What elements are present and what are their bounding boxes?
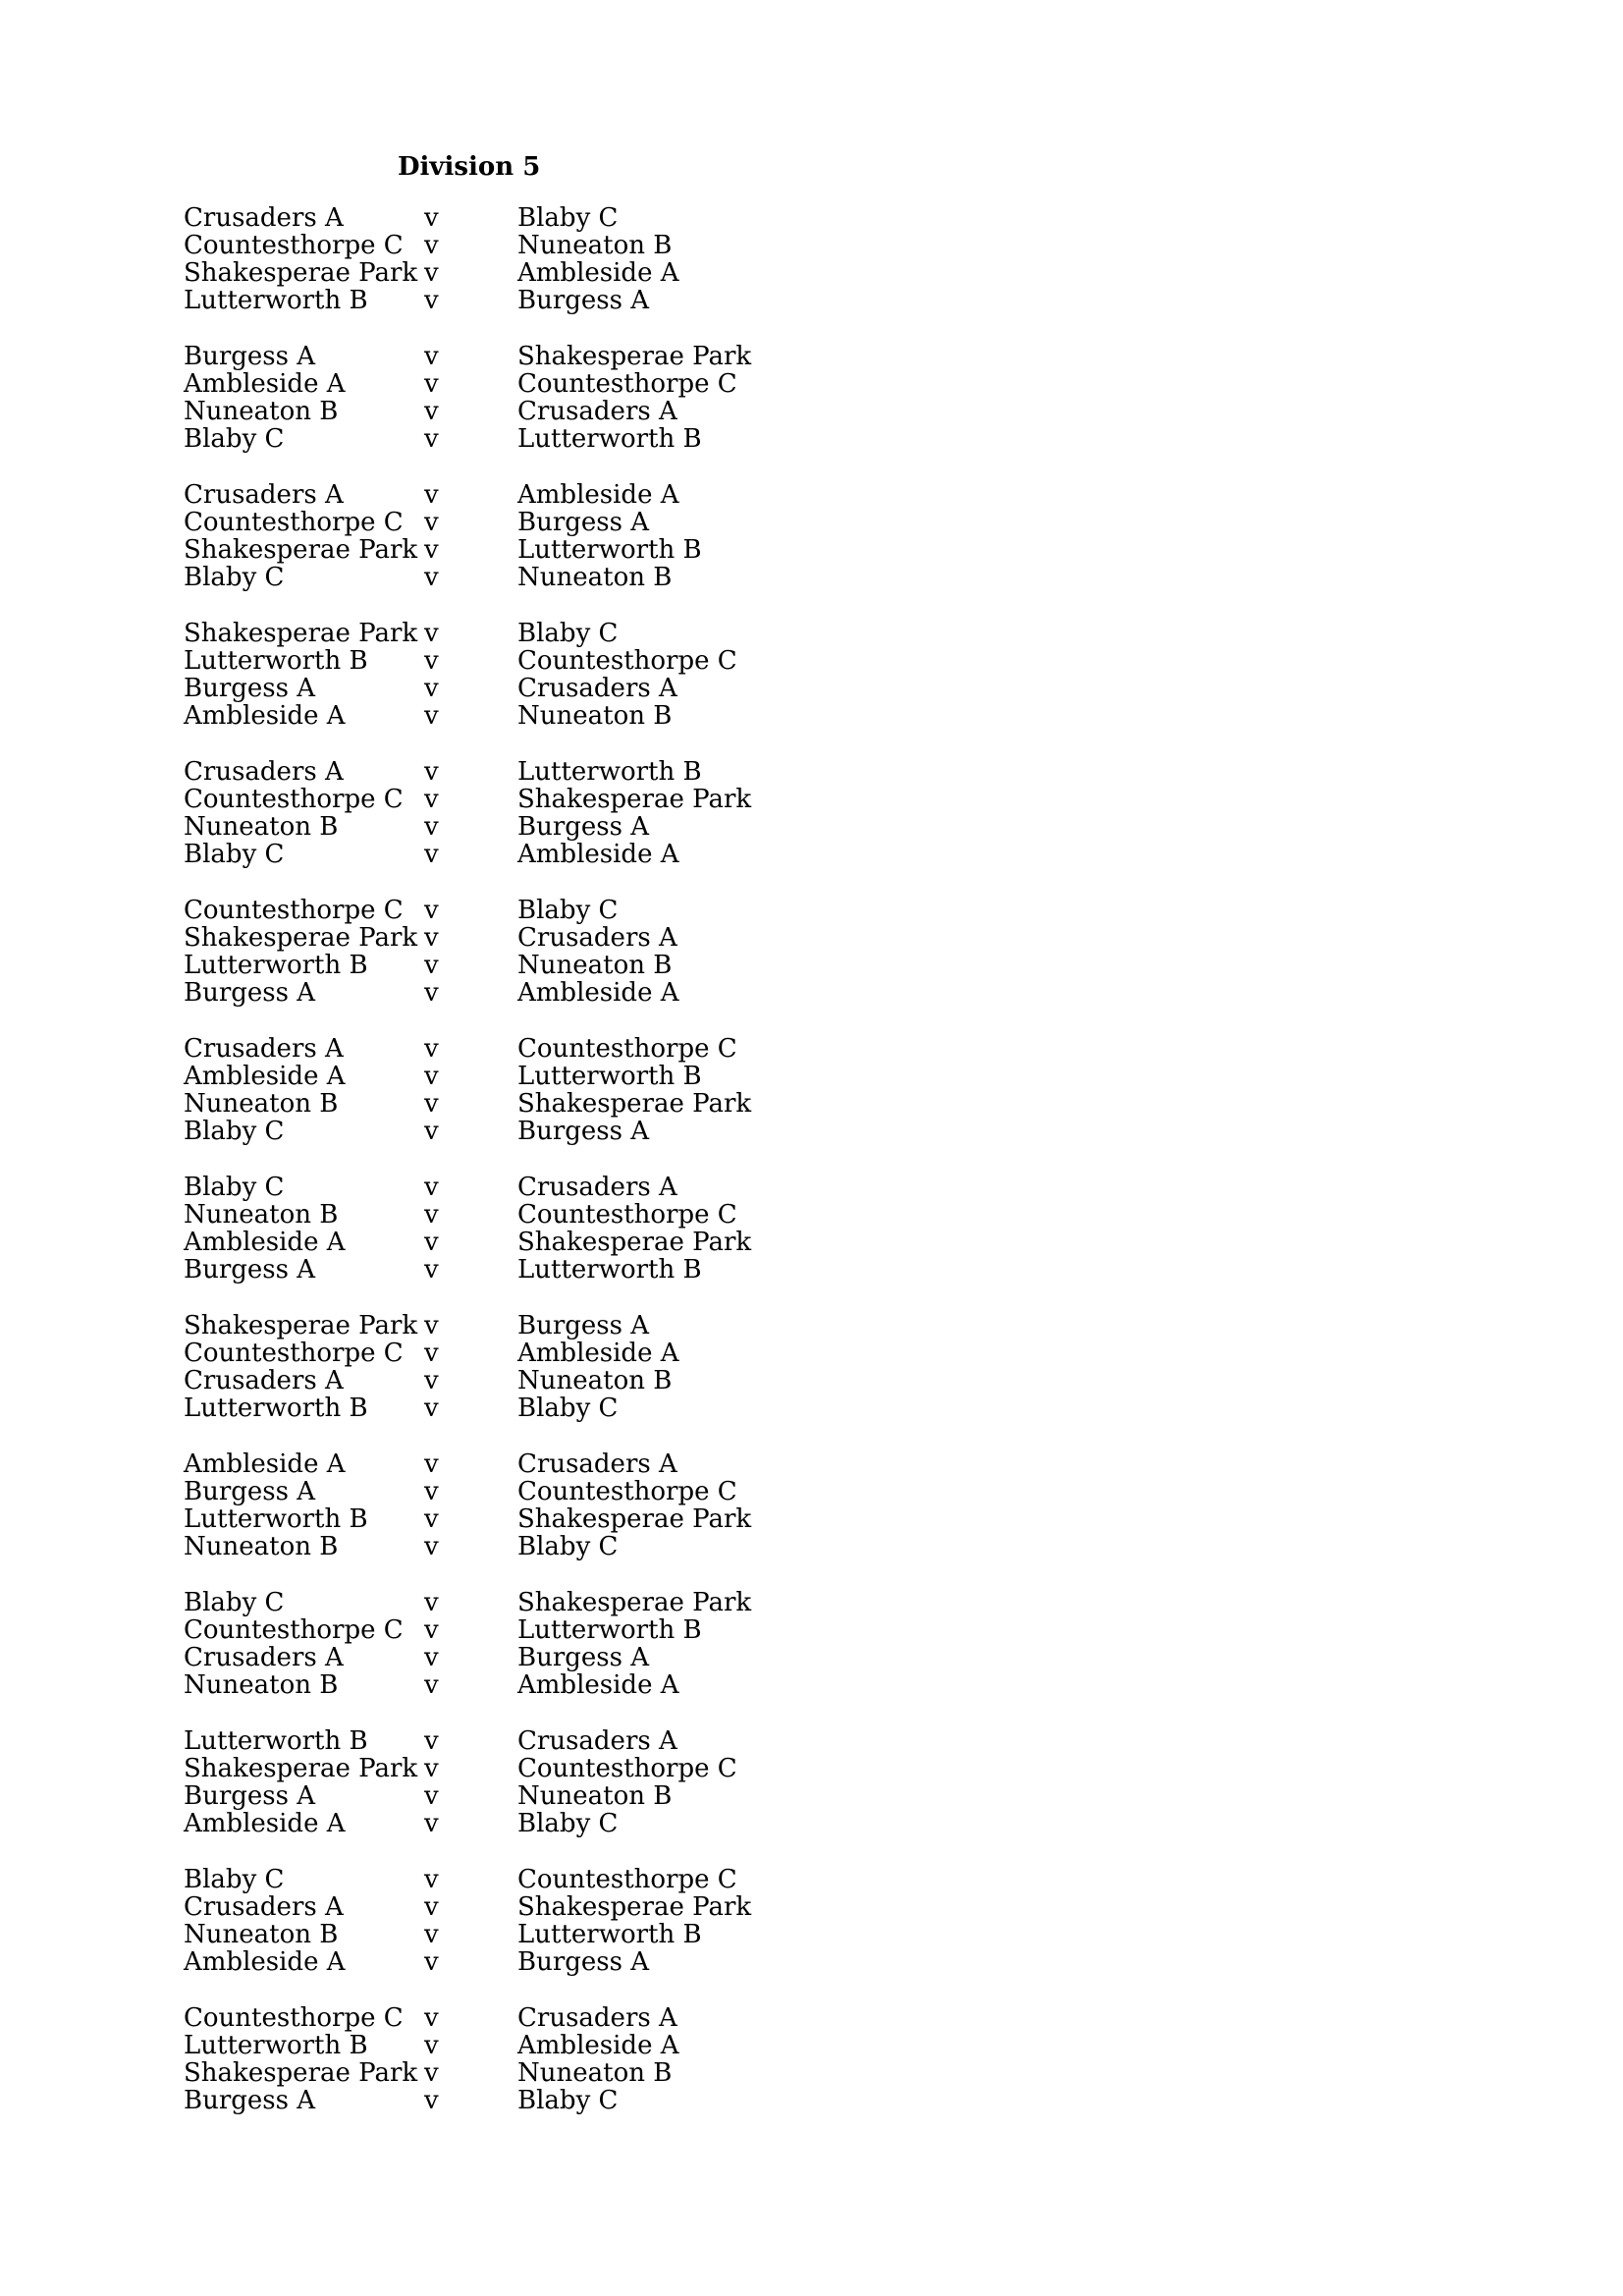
fixture-row	[0, 1727, 785, 1755]
fixture-week	[0, 2004, 785, 2143]
fixture-row	[0, 1229, 785, 1256]
away-team: Ambleside A	[517, 258, 679, 288]
away-team: Blaby C	[517, 1532, 619, 1561]
home-team: Shakesperae Park	[184, 923, 418, 953]
away-team: Crusaders A	[517, 1449, 677, 1479]
versus-label: v	[424, 812, 439, 842]
versus-label: v	[424, 1615, 439, 1645]
fixture-row	[0, 897, 785, 924]
fixture-row	[0, 259, 785, 287]
away-team: Countesthorpe C	[517, 1200, 737, 1230]
home-team: Blaby C	[184, 1117, 285, 1146]
fixture-row	[0, 481, 785, 509]
home-team: Countesthorpe C	[184, 2003, 404, 2033]
away-team: Burgess A	[517, 1117, 650, 1146]
home-team: Shakesperae Park	[184, 1311, 418, 1340]
fixture-week	[0, 620, 785, 758]
home-team: Crusaders A	[184, 480, 344, 510]
away-team: Blaby C	[517, 896, 619, 925]
away-team: Nuneaton B	[517, 951, 673, 980]
versus-label: v	[424, 1173, 439, 1202]
versus-label: v	[424, 563, 439, 592]
fixture-row	[0, 1782, 785, 1810]
fixture-week	[0, 1035, 785, 1174]
fixture-row	[0, 1893, 785, 1921]
away-team: Burgess A	[517, 1311, 650, 1340]
fixture-row	[0, 758, 785, 786]
fixture-week	[0, 343, 785, 481]
away-team: Nuneaton B	[517, 231, 673, 260]
away-team: Crusaders A	[517, 2003, 677, 2033]
fixture-row	[0, 2004, 785, 2032]
versus-label: v	[424, 1781, 439, 1811]
away-team: Lutterworth B	[517, 535, 702, 565]
fixture-row	[0, 1339, 785, 1367]
home-team: Countesthorpe C	[184, 508, 404, 537]
away-team: Shakesperae Park	[517, 1588, 752, 1617]
fixture-row	[0, 564, 785, 591]
away-team: Burgess A	[517, 1947, 650, 1977]
fixture-row	[0, 1063, 785, 1090]
away-team: Crusaders A	[517, 923, 677, 953]
home-team: Crusaders A	[184, 1366, 344, 1395]
home-team: Lutterworth B	[184, 1504, 368, 1534]
versus-label: v	[424, 535, 439, 565]
home-team: Nuneaton B	[184, 812, 339, 842]
home-team: Blaby C	[184, 1173, 285, 1202]
versus-label: v	[424, 2086, 439, 2115]
versus-label: v	[424, 203, 439, 233]
away-team: Blaby C	[517, 1394, 619, 1423]
fixture-row	[0, 1118, 785, 1145]
fixture-row	[0, 1090, 785, 1118]
home-team: Burgess A	[184, 2086, 316, 2115]
fixture-schedule	[0, 204, 785, 2143]
versus-label: v	[424, 2058, 439, 2088]
versus-label: v	[424, 1947, 439, 1977]
away-team: Countesthorpe C	[517, 1034, 737, 1064]
away-team: Burgess A	[517, 1643, 650, 1672]
away-team: Shakesperae Park	[517, 1892, 752, 1922]
versus-label: v	[424, 1865, 439, 1894]
versus-label: v	[424, 424, 439, 454]
home-team: Countesthorpe C	[184, 1339, 404, 1368]
home-team: Blaby C	[184, 563, 285, 592]
home-team: Ambleside A	[184, 1947, 346, 1977]
home-team: Lutterworth B	[184, 286, 368, 315]
away-team: Ambleside A	[517, 1339, 679, 1368]
fixture-row	[0, 1367, 785, 1394]
versus-label: v	[424, 1477, 439, 1506]
home-team: Shakesperae Park	[184, 258, 418, 288]
fixture-row	[0, 509, 785, 536]
home-team: Blaby C	[184, 424, 285, 454]
fixture-row	[0, 343, 785, 370]
away-team: Crusaders A	[517, 1726, 677, 1756]
away-team: Burgess A	[517, 508, 650, 537]
versus-label: v	[424, 674, 439, 703]
home-team: Crusaders A	[184, 203, 344, 233]
fixture-row	[0, 1921, 785, 1948]
away-team: Blaby C	[517, 1809, 619, 1838]
away-team: Crusaders A	[517, 1173, 677, 1202]
fixture-row	[0, 1394, 785, 1422]
away-team: Ambleside A	[517, 1670, 679, 1700]
versus-label: v	[424, 2003, 439, 2033]
fixture-row	[0, 1505, 785, 1533]
home-team: Burgess A	[184, 1477, 316, 1506]
versus-label: v	[424, 1339, 439, 1368]
home-team: Crusaders A	[184, 1892, 344, 1922]
away-team: Nuneaton B	[517, 701, 673, 731]
fixture-row	[0, 1755, 785, 1782]
versus-label: v	[424, 1504, 439, 1534]
versus-label: v	[424, 785, 439, 814]
away-team: Ambleside A	[517, 480, 679, 510]
versus-label: v	[424, 1089, 439, 1119]
fixture-row	[0, 952, 785, 979]
versus-label: v	[424, 1228, 439, 1257]
fixture-week	[0, 481, 785, 620]
versus-label: v	[424, 646, 439, 676]
versus-label: v	[424, 701, 439, 731]
away-team: Lutterworth B	[517, 1062, 702, 1091]
away-team: Countesthorpe C	[517, 646, 737, 676]
fixture-row	[0, 620, 785, 647]
away-team: Nuneaton B	[517, 563, 673, 592]
home-team: Nuneaton B	[184, 1532, 339, 1561]
fixture-row	[0, 1312, 785, 1339]
home-team: Nuneaton B	[184, 397, 339, 426]
versus-label: v	[424, 1117, 439, 1146]
away-team: Lutterworth B	[517, 1920, 702, 1949]
home-team: Nuneaton B	[184, 1920, 339, 1949]
away-team: Ambleside A	[517, 978, 679, 1008]
fixture-row	[0, 813, 785, 841]
home-team: Nuneaton B	[184, 1670, 339, 1700]
away-team: Countesthorpe C	[517, 369, 737, 399]
versus-label: v	[424, 342, 439, 371]
fixture-row	[0, 1174, 785, 1201]
home-team: Ambleside A	[184, 701, 346, 731]
home-team: Ambleside A	[184, 1449, 346, 1479]
away-team: Nuneaton B	[517, 2058, 673, 2088]
fixture-row	[0, 287, 785, 314]
home-team: Lutterworth B	[184, 646, 368, 676]
away-team: Shakesperae Park	[517, 1228, 752, 1257]
versus-label: v	[424, 840, 439, 869]
fixture-row	[0, 536, 785, 564]
versus-label: v	[424, 1062, 439, 1091]
away-team: Lutterworth B	[517, 1255, 702, 1285]
versus-label: v	[424, 397, 439, 426]
fixture-row	[0, 1671, 785, 1699]
fixture-row	[0, 2087, 785, 2114]
versus-label: v	[424, 231, 439, 260]
home-team: Shakesperae Park	[184, 1754, 418, 1783]
versus-label: v	[424, 1726, 439, 1756]
fixture-row	[0, 702, 785, 730]
home-team: Countesthorpe C	[184, 896, 404, 925]
away-team: Nuneaton B	[517, 1781, 673, 1811]
versus-label: v	[424, 480, 439, 510]
away-team: Countesthorpe C	[517, 1865, 737, 1894]
fixture-row	[0, 1450, 785, 1478]
versus-label: v	[424, 1588, 439, 1617]
fixture-row	[0, 979, 785, 1007]
home-team: Lutterworth B	[184, 951, 368, 980]
versus-label: v	[424, 1366, 439, 1395]
fixture-row	[0, 675, 785, 702]
home-team: Burgess A	[184, 1255, 316, 1285]
fixture-week	[0, 1589, 785, 1727]
fixture-week	[0, 758, 785, 897]
fixture-row	[0, 1533, 785, 1560]
away-team: Lutterworth B	[517, 424, 702, 454]
fixture-week	[0, 1450, 785, 1589]
versus-label: v	[424, 1920, 439, 1949]
fixture-row	[0, 425, 785, 453]
home-team: Blaby C	[184, 840, 285, 869]
home-team: Lutterworth B	[184, 1726, 368, 1756]
fixture-week	[0, 204, 785, 343]
versus-label: v	[424, 1449, 439, 1479]
home-team: Ambleside A	[184, 1809, 346, 1838]
fixture-row	[0, 1948, 785, 1976]
away-team: Burgess A	[517, 286, 650, 315]
fixture-row	[0, 2059, 785, 2087]
fixture-row	[0, 1035, 785, 1063]
home-team: Nuneaton B	[184, 1200, 339, 1230]
away-team: Shakesperae Park	[517, 1089, 752, 1119]
away-team: Blaby C	[517, 203, 619, 233]
home-team: Burgess A	[184, 1781, 316, 1811]
fixture-row	[0, 786, 785, 813]
fixture-row	[0, 232, 785, 259]
home-team: Burgess A	[184, 674, 316, 703]
home-team: Countesthorpe C	[184, 231, 404, 260]
home-team: Shakesperae Park	[184, 2058, 418, 2088]
versus-label: v	[424, 1892, 439, 1922]
fixture-row	[0, 924, 785, 952]
fixture-row	[0, 1256, 785, 1284]
fixture-week	[0, 1174, 785, 1312]
fixture-row	[0, 398, 785, 425]
away-team: Blaby C	[517, 619, 619, 648]
home-team: Shakesperae Park	[184, 619, 418, 648]
versus-label: v	[424, 1200, 439, 1230]
away-team: Ambleside A	[517, 2031, 679, 2060]
fixture-row	[0, 1201, 785, 1229]
versus-label: v	[424, 757, 439, 787]
home-team: Ambleside A	[184, 1062, 346, 1091]
away-team: Blaby C	[517, 2086, 619, 2115]
home-team: Countesthorpe C	[184, 785, 404, 814]
away-team: Crusaders A	[517, 397, 677, 426]
fixture-row	[0, 1589, 785, 1616]
away-team: Shakesperae Park	[517, 1504, 752, 1534]
fixture-row	[0, 1810, 785, 1837]
versus-label: v	[424, 1394, 439, 1423]
away-team: Burgess A	[517, 812, 650, 842]
versus-label: v	[424, 286, 439, 315]
versus-label: v	[424, 1809, 439, 1838]
page-title: Division 5	[398, 152, 541, 182]
away-team: Shakesperae Park	[517, 342, 752, 371]
home-team: Ambleside A	[184, 369, 346, 399]
fixture-row	[0, 1478, 785, 1505]
fixture-row	[0, 370, 785, 398]
away-team: Countesthorpe C	[517, 1754, 737, 1783]
away-team: Shakesperae Park	[517, 785, 752, 814]
home-team: Lutterworth B	[184, 1394, 368, 1423]
fixture-row	[0, 1866, 785, 1893]
fixture-week	[0, 1727, 785, 1866]
versus-label: v	[424, 1532, 439, 1561]
fixture-week	[0, 1866, 785, 2004]
away-team: Crusaders A	[517, 674, 677, 703]
versus-label: v	[424, 508, 439, 537]
versus-label: v	[424, 1311, 439, 1340]
home-team: Ambleside A	[184, 1228, 346, 1257]
home-team: Countesthorpe C	[184, 1615, 404, 1645]
home-team: Shakesperae Park	[184, 535, 418, 565]
home-team: Burgess A	[184, 342, 316, 371]
away-team: Ambleside A	[517, 840, 679, 869]
home-team: Crusaders A	[184, 1643, 344, 1672]
away-team: Countesthorpe C	[517, 1477, 737, 1506]
versus-label: v	[424, 1643, 439, 1672]
fixture-row	[0, 204, 785, 232]
versus-label: v	[424, 619, 439, 648]
versus-label: v	[424, 1034, 439, 1064]
fixture-row	[0, 1616, 785, 1644]
versus-label: v	[424, 1670, 439, 1700]
versus-label: v	[424, 923, 439, 953]
fixture-row	[0, 647, 785, 675]
fixture-week	[0, 897, 785, 1035]
fixture-row	[0, 2032, 785, 2059]
fixture-row	[0, 1644, 785, 1671]
versus-label: v	[424, 951, 439, 980]
versus-label: v	[424, 978, 439, 1008]
home-team: Burgess A	[184, 978, 316, 1008]
away-team: Lutterworth B	[517, 757, 702, 787]
versus-label: v	[424, 1754, 439, 1783]
versus-label: v	[424, 1255, 439, 1285]
away-team: Lutterworth B	[517, 1615, 702, 1645]
versus-label: v	[424, 896, 439, 925]
fixture-week	[0, 1312, 785, 1450]
versus-label: v	[424, 369, 439, 399]
home-team: Crusaders A	[184, 1034, 344, 1064]
fixture-row	[0, 841, 785, 868]
home-team: Lutterworth B	[184, 2031, 368, 2060]
away-team: Nuneaton B	[517, 1366, 673, 1395]
home-team: Crusaders A	[184, 757, 344, 787]
home-team: Blaby C	[184, 1865, 285, 1894]
versus-label: v	[424, 258, 439, 288]
home-team: Nuneaton B	[184, 1089, 339, 1119]
home-team: Blaby C	[184, 1588, 285, 1617]
versus-label: v	[424, 2031, 439, 2060]
